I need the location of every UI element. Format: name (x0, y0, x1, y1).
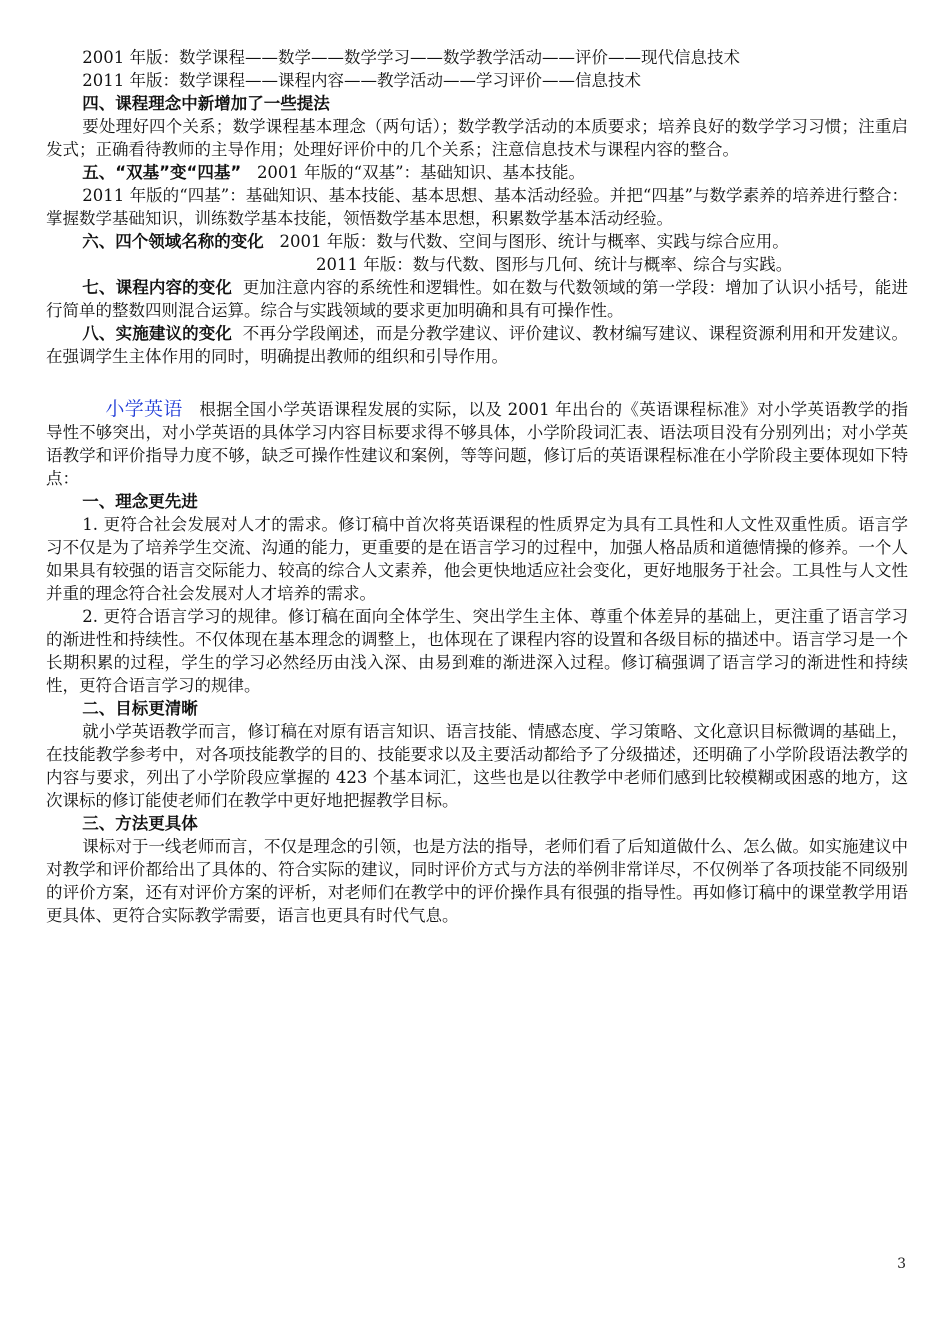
section-7-heading: 七、课程内容的变化 (82, 278, 233, 297)
section-8-paragraph (46, 322, 908, 368)
page-content (46, 46, 908, 927)
section-6-heading: 六、四个领域名称的变化 (82, 232, 264, 251)
section-4-body: 要处理好四个关系；数学课程基本理念（两句话）；数学教学活动的本质要求；培养良好的数学学习习惯；注重启发式；正确看待教师的主导作用；处理好评价中的几个关系；注意信息技术与课程内容的整合。 (46, 117, 908, 159)
section-6-line2: 2011 年版：数与代数、图形与几何、统计与概率、综合与实践。 (316, 255, 793, 274)
english-heading-2: 二、目标更清晰 (82, 699, 198, 718)
english-heading-3: 三、方法更具体 (82, 814, 198, 833)
section-7-body: 更加注意内容的系统性和逻辑性。如在数与代数领域的第一学段：增加了认识小括号，能进行简单的整数四则混合运算。综合与实践领域的要求更加明确和具有可操作性。 (46, 278, 909, 320)
section-5-paragraph (46, 161, 908, 184)
section-4-heading: 四、课程理念中新增加了一些提法 (82, 94, 330, 113)
section-7-paragraph (46, 276, 908, 322)
section-8-body: 不再分学段阐述，而是分教学建议、评价建议、教材编写建议、课程资源利用和开发建议。在强调学生主体作用的同时，明确提出教师的组织和引导作用。 (46, 324, 909, 366)
english-section-title: 小学英语 (105, 398, 183, 420)
section-5-inline: 2001 年版的“双基”：基础知识、基本技能。 (256, 163, 586, 182)
english-intro-paragraph (46, 398, 908, 490)
section-8-heading: 八、实施建议的变化 (82, 324, 233, 343)
section-spacer (46, 368, 908, 398)
section-5-body: 2011 年版的“四基”：基础知识、基本技能、基本思想、基本活动经验。并把“四基”与数学素养的培养进行整合：掌握数学基础知识，训练数学基本技能，领悟数学基本思想，积累数学基本活动经验。 (46, 186, 908, 228)
english-paragraph-2: 2. 更符合语言学习的规律。修订稿在面向全体学生、突出学生主体、尊重个体差异的基础上，更注重了语言学习的渐进性和持续性。不仅体现在基本理念的调整上，也体现在了课程内容的设置和各级目标的描述中。语言学习是一个长期积累的过程，学生的学习必然经历由浅入深、由易到难的渐进深入过程。修订稿强调了语言学习的渐进性和持续性，更符合语言学习的规律。 (46, 607, 908, 695)
math-2011-line: 2011 年版：数学课程——课程内容——教学活动——学习评价——信息技术 (82, 71, 642, 90)
math-2001-line: 2001 年版：数学课程——数学——数学学习——数学教学活动——评价——现代信息技术 (82, 48, 741, 67)
section-6-paragraph (46, 230, 908, 253)
section-5-heading: 五、“双基”变“四基” (82, 163, 242, 182)
english-paragraph-1: 1. 更符合社会发展对人才的需求。修订稿中首次将英语课程的性质界定为具有工具性和人文性双重性质。语言学习不仅是为了培养学生交流、沟通的能力，更重要的是在语言学习的过程中，加强人格品质和道德情操的修养。一个人如果具有较强的语言交际能力、较高的综合人文素养，他会更快地适应社会变化，更好地服务于社会。工具性与人文性并重的理念符合社会发展对人才培养的需求。 (46, 515, 908, 603)
section-6-inline: 2001 年版：数与代数、空间与图形、统计与概率、实践与综合应用。 (279, 232, 789, 251)
english-paragraph-4: 课标对于一线老师而言，不仅是理念的引领，也是方法的指导，老师们看了后知道做什么、怎么做。如实施建议中对教学和评价都给出了具体的、符合实际的建议，同时评价方式与方法的举例非常详尽，不仅例举了各项技能不同级别的评价方案，还有对评价方案的评析，对老师们在教学中的评价操作具有很强的指导性。再如修订稿中的课堂教学用语更具体、更符合实际教学需要，语言也更具有时代气息。 (46, 837, 908, 925)
page-number: 3 (897, 1256, 906, 1272)
english-paragraph-3: 就小学英语教学而言，修订稿在对原有语言知识、语言技能、情感态度、学习策略、文化意识目标微调的基础上，在技能教学参考中，对各项技能教学的目的、技能要求以及主要活动都给予了分级描述，还明确了小学阶段语法教学的内容与要求，列出了小学阶段应掌握的 423 个基本词汇，这些也是以往教学中老师们感到比较模糊或困惑的地方，这次课标的修订能使老师们在教学中更好地把握教学目标。 (46, 722, 908, 810)
english-heading-1: 一、理念更先进 (82, 492, 198, 511)
english-intro: 根据全国小学英语课程发展的实际，以及 2001 年出台的《英语课程标准》对小学英语教学的指导性不够突出，对小学英语的具体学习内容目标要求得不够具体，小学阶段词汇表、语法项目没有分别列出；对小学英语教学和评价指导力度不够，缺乏可操作性建议和案例，等等问题，修订后的英语课程标准在小学阶段主要体现如下特点： (46, 400, 908, 488)
